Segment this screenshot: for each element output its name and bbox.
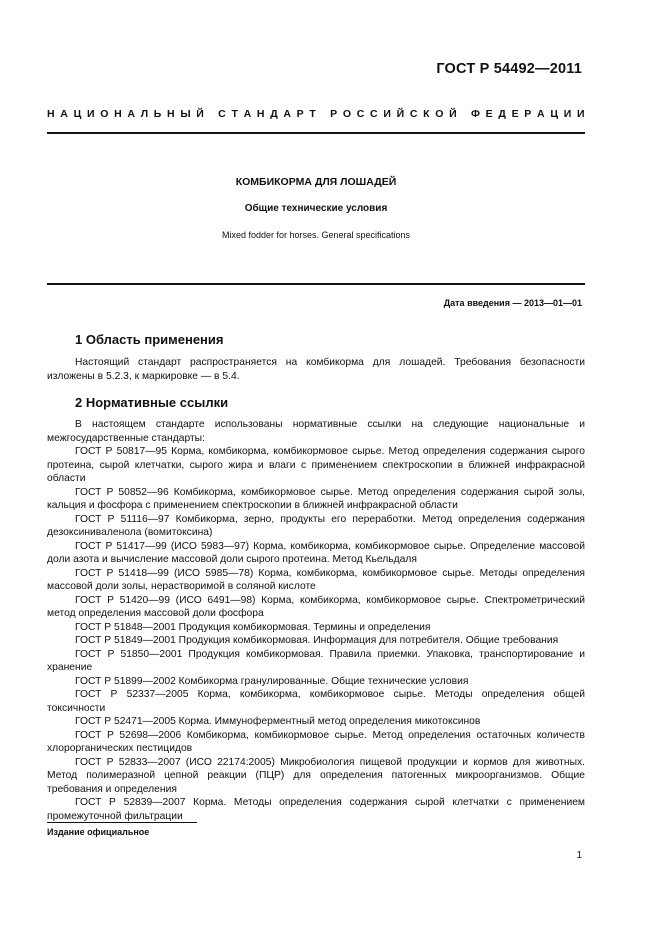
reference-item: ГОСТ Р 50817—95 Корма, комбикорма, комбикормовое сырье. Метод определения содержания сырого протеина, сырой клетчатки, сырого жира и влаги с применением спектроскопии в ближней инфракрасной области xyxy=(47,446,585,484)
reference-item: ГОСТ Р 51116—97 Комбикорма, зерно, продукты его переработки. Метод определения содержания дезоксиниваленола (вомитоксина) xyxy=(47,513,585,538)
title-letter: Ц xyxy=(550,108,558,120)
title-letter: Е xyxy=(511,108,519,120)
title-letter: С xyxy=(356,108,365,120)
title-letter: Й xyxy=(196,108,204,120)
reference-item: ГОСТ Р 51849—2001 Продукция комбикормовая. Информация для потребителя. Общие требования xyxy=(75,635,559,646)
title-letter: О xyxy=(100,108,109,120)
title-letter: А xyxy=(60,108,68,120)
reference-item: ГОСТ Р 52698—2006 Комбикорма, комбикормовое сырье. Метод определения остаточных количеств хлорорганических пестицидов xyxy=(47,729,585,754)
title-letter: Й xyxy=(396,108,405,120)
title-letter: И xyxy=(563,108,572,120)
reference-item: ГОСТ Р 51848—2001 Продукция комбикормовая. Термины и определения xyxy=(75,621,431,633)
title-letter: Р xyxy=(296,108,304,120)
reference-item: ГОСТ Р 51850—2001 Продукция комбикормовая. Правила приемки. Упаковка, транспортирование и хранение xyxy=(47,648,585,673)
reference-item: ГОСТ Р 51418—99 (ИСО 5985—78) Корма, комбикорма, комбикормовое сырье. Методы определения массовой доли золы, нерастворимой в соляной кислоте xyxy=(47,567,585,592)
title-letter: И xyxy=(86,108,95,120)
section-body xyxy=(47,356,585,383)
title-letter: Р xyxy=(330,108,338,120)
section-normative-references xyxy=(47,395,585,823)
title-letter: Т xyxy=(231,108,238,120)
header-rule xyxy=(47,132,585,134)
section-body xyxy=(47,418,585,823)
page-number: 1 xyxy=(576,850,582,861)
section-scope xyxy=(47,332,585,383)
title-letter: Н xyxy=(47,108,55,120)
paragraph: В настоящем стандарте использованы нормативные ссылки на следующие национальные и межгосударственные стандарты: xyxy=(47,419,585,444)
title-letter: Ь xyxy=(153,108,162,120)
title-letter: А xyxy=(283,108,291,120)
title-letter: С xyxy=(218,108,226,120)
document-code: ГОСТ Р 54492—2011 xyxy=(436,61,582,77)
document-subtitle: Общие технические условия xyxy=(244,203,388,214)
title-letter: С xyxy=(370,108,378,120)
title-letter: Н xyxy=(256,108,265,120)
introduction-date: Дата введения — 2013—01—01 xyxy=(443,298,582,308)
title-space xyxy=(210,108,213,120)
title-letter: Й xyxy=(449,108,457,120)
title-letter: С xyxy=(409,108,418,120)
title-letter: Д xyxy=(498,108,506,120)
section-heading: 2 Нормативные ссылки xyxy=(75,395,229,410)
title-letter: А xyxy=(243,108,252,120)
english-title: Mixed fodder for horses. General specifications xyxy=(221,230,411,240)
title-letter: Л xyxy=(140,108,149,120)
title-letter: И xyxy=(383,108,391,120)
title-letter: К xyxy=(423,108,430,120)
title-letter: Ц xyxy=(73,108,82,120)
title-letter: О xyxy=(342,108,352,120)
standard-title xyxy=(47,108,585,120)
reference-item: ГОСТ Р 52337—2005 Корма, комбикорма, комбикормовое сырье. Методы определения общей токсичности xyxy=(47,689,585,714)
edition-note: Издание официальное xyxy=(47,827,150,837)
title-letter: Т xyxy=(309,108,316,120)
reference-item: ГОСТ Р 51417—99 (ИСО 5983—97) Корма, комбикорма, комбикормовое сырье. Определение массовой доли азота и вычисление массовой доли сырого протеина. Метод Кьельдаля xyxy=(47,540,585,565)
document-title: КОМБИКОРМА ДЛЯ ЛОШАДЕЙ xyxy=(235,176,397,188)
title-letter: А xyxy=(127,108,135,120)
title-letter: А xyxy=(537,108,545,120)
title-letter: И xyxy=(576,108,585,120)
title-letter: Д xyxy=(270,108,278,120)
title-letter: Н xyxy=(114,108,122,120)
title-letter: Р xyxy=(524,108,532,120)
title-letter: Е xyxy=(485,108,493,120)
section-heading: 1 Область применения xyxy=(75,332,224,347)
paragraph: Настоящий стандарт распространяется на комбикорма для лошадей. Требования безопасности изложены в 5.2.3, к маркировке — в 5.4. xyxy=(47,357,585,382)
reference-item: ГОСТ Р 52471—2005 Корма. Иммуноферментный метод определения микотоксинов xyxy=(75,716,481,727)
reference-item: ГОСТ Р 52839—2007 Корма. Методы определения содержания сырой клетчатки с применением промежуточной фильтрации xyxy=(47,797,585,822)
reference-item: ГОСТ Р 51899—2002 Комбикорма гранулированные. Общие технические условия xyxy=(75,675,469,687)
title-letter: Ы xyxy=(180,108,191,120)
title-letter: Н xyxy=(167,108,175,120)
title-letter: О xyxy=(435,108,444,120)
title-rule xyxy=(47,283,585,285)
title-space xyxy=(462,108,465,120)
title-space xyxy=(322,108,325,120)
title-letter: Ф xyxy=(471,108,480,120)
footer-rule xyxy=(47,822,197,823)
reference-item: ГОСТ Р 52833—2007 (ИСО 22174:2005) Микробиология пищевой продукции и кормов для животных. Метод полимеразной цепной реакции (ПЦР) для определения патогенных микроорганизмов. Общие требования и определения xyxy=(47,756,585,795)
reference-item: ГОСТ Р 50852—96 Комбикорма, комбикормовое сырье. Метод определения содержания сырой золы, кальция и фосфора с применением спектроскопии в ближней инфракрасной области xyxy=(47,486,585,511)
reference-item: ГОСТ Р 51420—99 (ИСО 6491—98) Корма, комбикорма, комбикормовое сырье. Спектрометрический метод определения массовой доли фосфора xyxy=(47,594,585,619)
